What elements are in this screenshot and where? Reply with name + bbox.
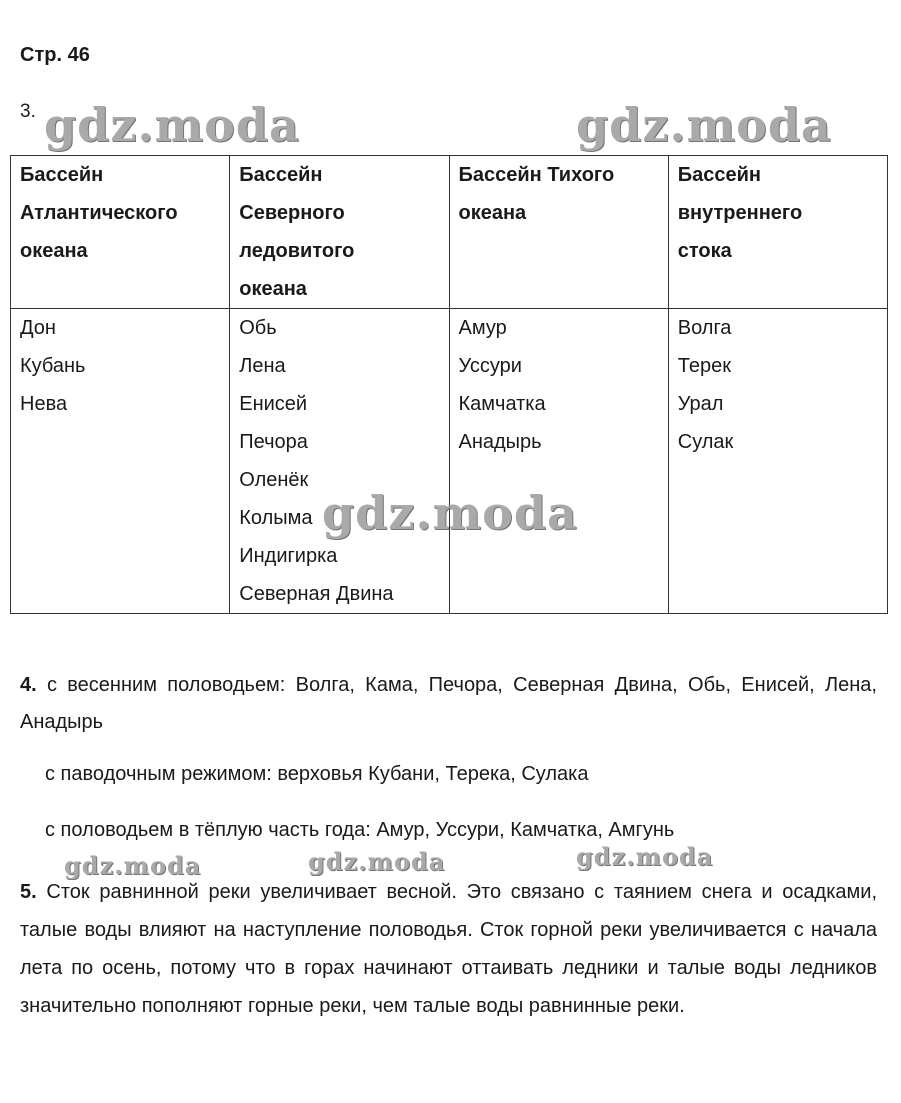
header-atlantic-basin: Бассейн Атлантического океана: [11, 156, 230, 309]
river-name: Уссури: [458, 355, 522, 377]
river-name: Дон: [20, 317, 56, 339]
river-name: Сулак: [677, 431, 734, 453]
river-name: Индигирка: [239, 545, 338, 567]
table-header-row: [11, 156, 888, 309]
task-5-text: Сток равнинной реки увеличивает весной. Это связано с таянием снега и осадками, талые воды влияют на наступление половодья. Сток горной реки увеличивается с начала лета по осень, потому что в горах начинают оттаивать ледники и талые воды ледников значительно пополняют горные реки, чем талые воды равнинные реки.: [20, 881, 877, 1017]
header-arctic-basin: Бассейн Северного ледовитого океана: [230, 156, 449, 309]
watermark: gdz.moda: [308, 847, 446, 876]
watermark: gdz.moda: [576, 98, 832, 152]
river-name: Лена: [239, 355, 286, 377]
page-number: Стр. 46: [20, 44, 90, 66]
river-name: Волга: [677, 317, 732, 339]
river-name: Урал: [677, 393, 724, 415]
internal-rivers-cell: [668, 309, 887, 614]
task-4-answer: [20, 667, 877, 741]
atlantic-rivers-cell: [11, 309, 230, 614]
pacific-rivers-cell: [449, 309, 668, 614]
river-name: Терек: [677, 355, 731, 377]
watermark: gdz.moda: [576, 842, 714, 871]
spring-flood-text: с весенним половодьем: Волга, Кама, Печора, Северная Двина, Обь, Енисей, Лена, Анадырь: [20, 674, 877, 733]
header-internal-basin: Бассейн внутреннего стока: [668, 156, 887, 309]
river-name: Енисей: [239, 393, 308, 415]
river-name: Печора: [239, 431, 308, 453]
watermark: gdz.moda: [322, 486, 578, 540]
river-name: Колыма: [239, 507, 313, 529]
river-name: Камчатка: [458, 393, 546, 415]
river-name: Кубань: [20, 355, 86, 377]
task-4-number: 4.: [20, 674, 37, 696]
rain-flood-text: с паводочным режимом: верховья Кубани, Терека, Сулака: [45, 763, 589, 785]
warm-flood-text: с половодьем в тёплую часть года: Амур, Уссури, Камчатка, Амгунь: [45, 819, 675, 841]
river-name: Нева: [20, 393, 68, 415]
river-name: Северная Двина: [239, 583, 394, 605]
river-name: Оленёк: [239, 469, 309, 491]
task-5-answer: [20, 873, 877, 1025]
task-3-number: 3.: [20, 101, 36, 122]
task-5-number: 5.: [20, 881, 37, 903]
arctic-rivers-cell: [230, 309, 449, 614]
river-name: Амур: [458, 317, 507, 339]
watermark: gdz.moda: [64, 851, 202, 880]
table-body-row: [11, 309, 888, 614]
river-basins-table: [10, 155, 888, 614]
watermark: gdz.moda: [44, 98, 300, 152]
header-pacific-basin: Бассейн Тихого океана: [449, 156, 668, 309]
river-name: Анадырь: [458, 431, 542, 453]
river-name: Обь: [239, 317, 277, 339]
